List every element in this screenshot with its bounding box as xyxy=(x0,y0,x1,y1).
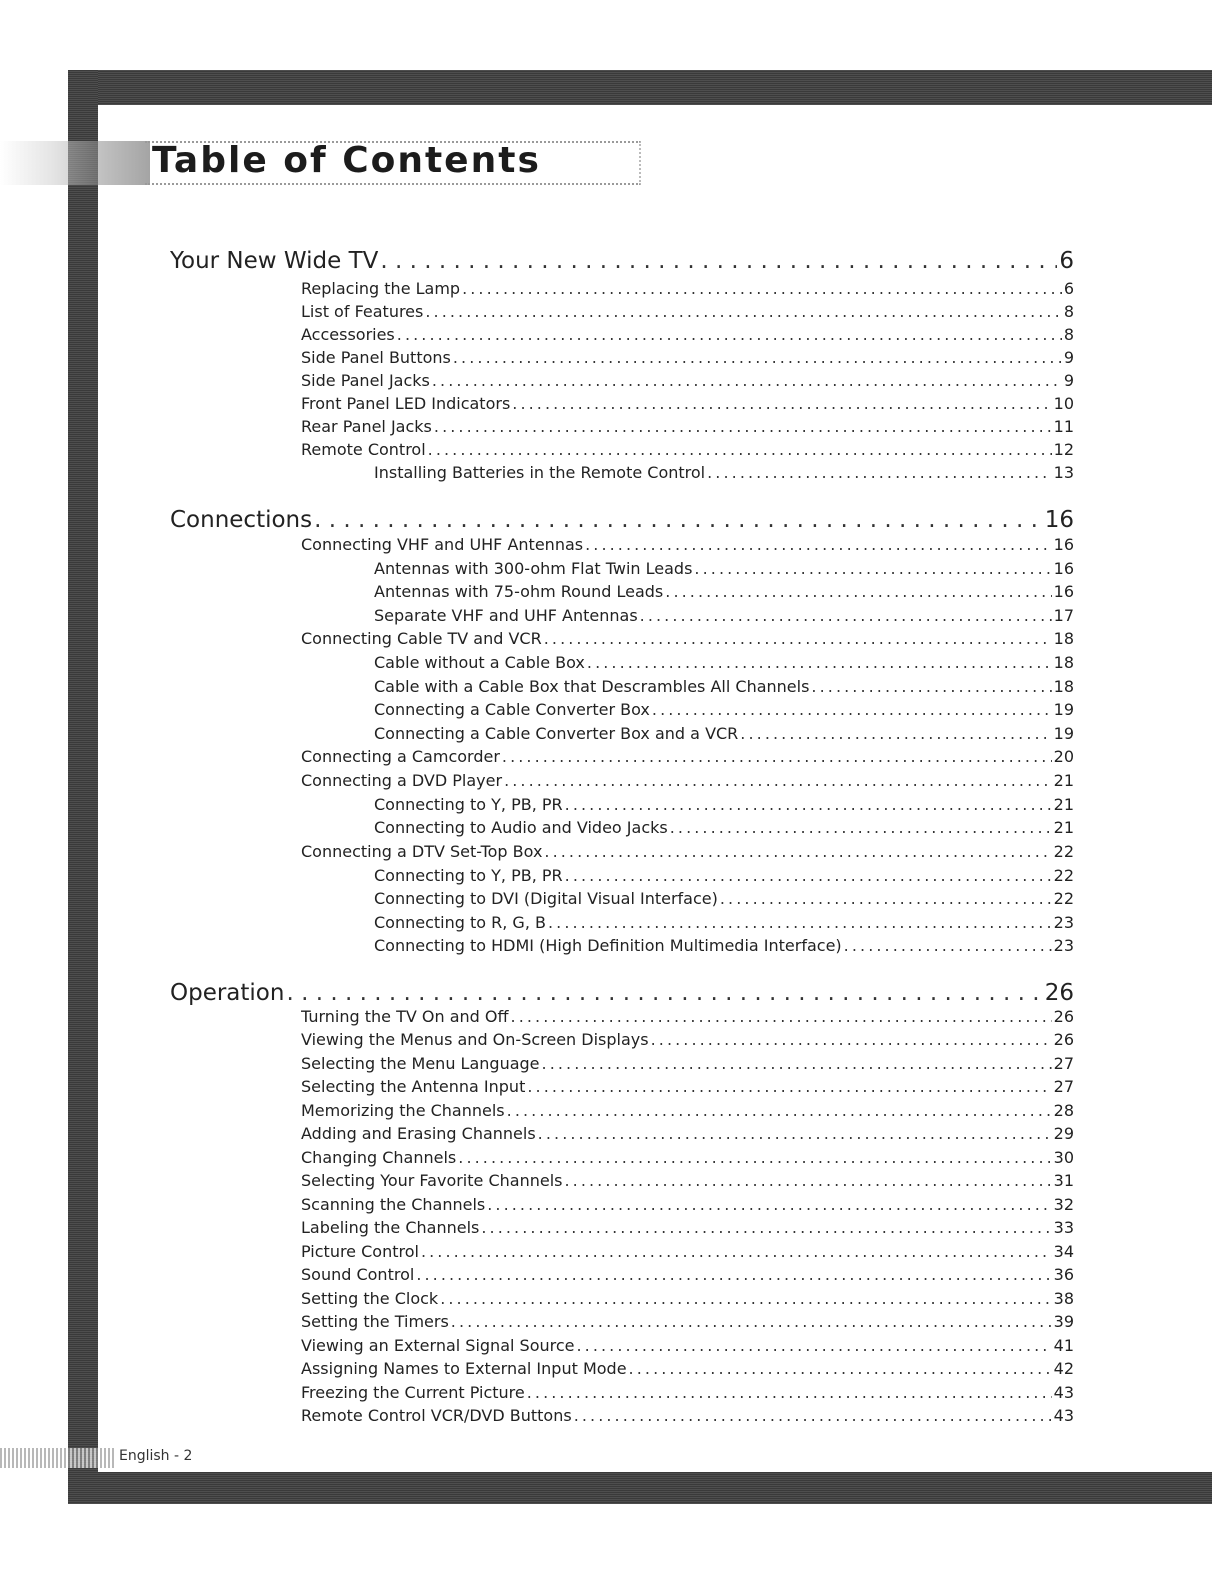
toc-entry[interactable] xyxy=(301,747,1074,766)
toc-leader xyxy=(587,653,1052,672)
toc-entry[interactable] xyxy=(301,1077,1074,1096)
toc-page: 18 xyxy=(1053,629,1074,648)
toc-subentry[interactable] xyxy=(374,463,1074,482)
toc-page: 16 xyxy=(1053,559,1074,578)
toc-label: Labeling the Channels xyxy=(301,1218,480,1237)
toc-page: 20 xyxy=(1053,747,1074,766)
toc-entry[interactable] xyxy=(301,771,1074,790)
toc-label: Remote Control xyxy=(301,440,426,459)
toc-leader xyxy=(564,1171,1051,1190)
toc-page: 23 xyxy=(1053,936,1074,955)
toc-page: 19 xyxy=(1053,700,1074,719)
toc-leader xyxy=(432,371,1062,390)
toc-subentry[interactable] xyxy=(374,582,1074,601)
toc-label: Connecting to Audio and Video Jacks xyxy=(374,818,668,837)
toc-leader xyxy=(665,582,1051,601)
toc-leader xyxy=(538,1124,1052,1143)
toc-leader xyxy=(428,440,1052,459)
toc-leader xyxy=(314,507,1043,533)
toc-leader xyxy=(462,279,1062,298)
toc-label: Connecting VHF and UHF Antennas xyxy=(301,535,584,554)
toc-page: 33 xyxy=(1053,1218,1074,1237)
toc-leader xyxy=(542,1054,1052,1073)
toc-page: 27 xyxy=(1053,1054,1074,1073)
bottom-decorative-bar xyxy=(68,1472,1212,1504)
toc-page: 36 xyxy=(1053,1265,1074,1284)
toc-leader xyxy=(576,1336,1051,1355)
toc-leader xyxy=(380,248,1057,274)
toc-entry[interactable] xyxy=(301,1289,1074,1308)
title-gradient-decoration xyxy=(0,141,150,185)
toc-label: Changing Channels xyxy=(301,1148,457,1167)
toc-label: Connecting to Y, PB, PR xyxy=(374,866,563,885)
toc-entry[interactable] xyxy=(301,440,1074,459)
toc-label: Remote Control VCR/DVD Buttons xyxy=(301,1406,572,1425)
toc-leader xyxy=(487,1195,1051,1214)
toc-leader xyxy=(425,302,1061,321)
toc-page: 43 xyxy=(1053,1383,1074,1402)
toc-page: 21 xyxy=(1053,818,1074,837)
toc-label: Connecting to DVI (Digital Visual Interface) xyxy=(374,889,718,908)
toc-label: Memorizing the Channels xyxy=(301,1101,505,1120)
toc-label: Selecting the Antenna Input xyxy=(301,1077,526,1096)
toc-subentry[interactable] xyxy=(374,559,1074,578)
toc-page: 42 xyxy=(1053,1359,1074,1378)
toc-page: 16 xyxy=(1044,507,1074,533)
left-decorative-bar xyxy=(68,70,98,1504)
toc-page: 9 xyxy=(1063,371,1074,390)
toc-label: Operation xyxy=(170,980,285,1006)
toc-subentry[interactable] xyxy=(374,889,1074,908)
toc-label: Sound Control xyxy=(301,1265,415,1284)
toc-page: 12 xyxy=(1053,440,1074,459)
toc-page: 29 xyxy=(1053,1124,1074,1143)
toc-page: 22 xyxy=(1053,842,1074,861)
toc-subentry[interactable] xyxy=(374,913,1074,932)
toc-entry[interactable] xyxy=(301,1406,1074,1425)
toc-entry[interactable] xyxy=(301,842,1074,861)
toc-entry[interactable] xyxy=(301,1171,1074,1190)
toc-entry[interactable] xyxy=(301,1148,1074,1167)
toc-label: Separate VHF and UHF Antennas xyxy=(374,606,638,625)
toc-leader xyxy=(512,394,1051,413)
toc-leader xyxy=(511,1007,1052,1026)
toc-label: Connecting a DTV Set-Top Box xyxy=(301,842,543,861)
toc-page: 26 xyxy=(1053,1030,1074,1049)
toc-page: 27 xyxy=(1053,1077,1074,1096)
toc-subentry[interactable] xyxy=(374,818,1074,837)
toc-label: Viewing the Menus and On-Screen Displays xyxy=(301,1030,649,1049)
toc-label: Connections xyxy=(170,507,313,533)
toc-page: 23 xyxy=(1053,913,1074,932)
toc-label: Connecting to R, G, B xyxy=(374,913,546,932)
toc-leader xyxy=(548,913,1052,932)
toc-subentry[interactable] xyxy=(374,677,1074,696)
toc-entry[interactable] xyxy=(301,325,1074,344)
toc-leader xyxy=(451,1312,1052,1331)
toc-leader xyxy=(720,889,1052,908)
toc-entry[interactable] xyxy=(301,1312,1074,1331)
toc-page: 17 xyxy=(1053,606,1074,625)
toc-label: Side Panel Jacks xyxy=(301,371,430,390)
toc-page: 18 xyxy=(1053,677,1074,696)
toc-leader xyxy=(481,1218,1051,1237)
toc-leader xyxy=(421,1242,1052,1261)
toc-label: Cable with a Cable Box that Descrambles All Channels xyxy=(374,677,810,696)
toc-page: 16 xyxy=(1053,582,1074,601)
toc-page: 19 xyxy=(1053,724,1074,743)
toc-page: 30 xyxy=(1053,1148,1074,1167)
toc-label: Selecting Your Favorite Channels xyxy=(301,1171,563,1190)
toc-page: 8 xyxy=(1063,325,1074,344)
toc-entry[interactable] xyxy=(301,1218,1074,1237)
toc-label: Cable without a Cable Box xyxy=(374,653,585,672)
toc-entry[interactable] xyxy=(301,1195,1074,1214)
toc-entry[interactable] xyxy=(301,1124,1074,1143)
toc-page: 31 xyxy=(1053,1171,1074,1190)
toc-leader xyxy=(694,559,1051,578)
toc-page: 22 xyxy=(1053,866,1074,885)
toc-label: Connecting a Cable Converter Box and a VCR xyxy=(374,724,739,743)
footer-decoration xyxy=(0,1448,115,1468)
toc-leader xyxy=(434,417,1052,436)
toc-section-operation[interactable] xyxy=(170,980,1074,1006)
toc-page: 38 xyxy=(1053,1289,1074,1308)
toc-subentry[interactable] xyxy=(374,724,1074,743)
toc-label: Viewing an External Signal Source xyxy=(301,1336,575,1355)
toc-page: 18 xyxy=(1053,653,1074,672)
toc-page: 10 xyxy=(1053,394,1074,413)
toc-entry[interactable] xyxy=(301,348,1074,367)
page-title: Table of Contents xyxy=(152,140,541,181)
toc-leader xyxy=(440,1289,1051,1308)
toc-page: 26 xyxy=(1044,980,1074,1006)
toc-entry[interactable] xyxy=(301,279,1074,298)
toc-entry[interactable] xyxy=(301,417,1074,436)
toc-subentry[interactable] xyxy=(374,866,1074,885)
toc-label: Connecting Cable TV and VCR xyxy=(301,629,542,648)
toc-page: 13 xyxy=(1053,463,1074,482)
toc-page: 6 xyxy=(1059,248,1074,274)
toc-leader xyxy=(565,795,1052,814)
toc-entry[interactable] xyxy=(301,1336,1074,1355)
toc-label: Setting the Timers xyxy=(301,1312,449,1331)
toc-subentry[interactable] xyxy=(374,700,1074,719)
toc-page: 43 xyxy=(1053,1406,1074,1425)
toc-leader xyxy=(527,1383,1052,1402)
toc-label: Replacing the Lamp xyxy=(301,279,461,298)
toc-leader xyxy=(651,1030,1052,1049)
toc-leader xyxy=(527,1077,1051,1096)
toc-page: 32 xyxy=(1053,1195,1074,1214)
toc-section-your-new-wide-tv[interactable] xyxy=(170,248,1074,274)
toc-leader xyxy=(502,747,1052,766)
toc-entry[interactable] xyxy=(301,1383,1074,1402)
toc-label: Antennas with 75-ohm Round Leads xyxy=(374,582,664,601)
toc-label: Side Panel Buttons xyxy=(301,348,451,367)
toc-label: Picture Control xyxy=(301,1242,419,1261)
toc-label: List of Features xyxy=(301,302,424,321)
toc-leader xyxy=(544,629,1052,648)
toc-page: 16 xyxy=(1053,535,1074,554)
toc-leader xyxy=(811,677,1051,696)
toc-subentry[interactable] xyxy=(374,653,1074,672)
toc-entry[interactable] xyxy=(301,1359,1074,1378)
toc-label: Rear Panel Jacks xyxy=(301,417,432,436)
toc-page: 21 xyxy=(1053,771,1074,790)
toc-label: Connecting to Y, PB, PR xyxy=(374,795,563,814)
toc-entry[interactable] xyxy=(301,1030,1074,1049)
toc-entry[interactable] xyxy=(301,1054,1074,1073)
toc-page: 6 xyxy=(1063,279,1074,298)
toc-label: Antennas with 300-ohm Flat Twin Leads xyxy=(374,559,693,578)
toc-label: Connecting a DVD Player xyxy=(301,771,503,790)
top-decorative-bar xyxy=(68,70,1212,105)
toc-entry[interactable] xyxy=(301,1265,1074,1284)
toc-page: 39 xyxy=(1053,1312,1074,1331)
toc-page: 34 xyxy=(1053,1242,1074,1261)
toc-label: Installing Batteries in the Remote Control xyxy=(374,463,706,482)
toc-entry[interactable] xyxy=(301,1242,1074,1261)
toc-label: Connecting a Camcorder xyxy=(301,747,500,766)
toc-entry[interactable] xyxy=(301,302,1074,321)
toc-label: Accessories xyxy=(301,325,395,344)
toc-subentry[interactable] xyxy=(374,795,1074,814)
toc-leader xyxy=(844,936,1052,955)
toc-label: Adding and Erasing Channels xyxy=(301,1124,536,1143)
toc-leader xyxy=(629,1359,1052,1378)
toc-page: 28 xyxy=(1053,1101,1074,1120)
toc-label: Front Panel LED Indicators xyxy=(301,394,511,413)
toc-leader xyxy=(707,463,1052,482)
toc-leader xyxy=(585,535,1052,554)
toc-entry[interactable] xyxy=(301,1007,1074,1026)
toc-label: Selecting the Menu Language xyxy=(301,1054,540,1073)
toc-label: Connecting a Cable Converter Box xyxy=(374,700,650,719)
toc-leader xyxy=(670,818,1052,837)
toc-page: 26 xyxy=(1053,1007,1074,1026)
toc-label: Assigning Names to External Input Mode xyxy=(301,1359,627,1378)
toc-entry[interactable] xyxy=(301,535,1074,554)
toc-leader xyxy=(507,1101,1052,1120)
toc-page: 21 xyxy=(1053,795,1074,814)
toc-subentry[interactable] xyxy=(374,606,1074,625)
toc-label: Scanning the Channels xyxy=(301,1195,486,1214)
toc-leader xyxy=(565,866,1052,885)
toc-leader xyxy=(574,1406,1052,1425)
toc-entry[interactable] xyxy=(301,394,1074,413)
toc-leader xyxy=(397,325,1062,344)
toc-leader xyxy=(740,724,1051,743)
toc-page: 11 xyxy=(1053,417,1074,436)
toc-leader xyxy=(544,842,1051,861)
toc-page: 8 xyxy=(1063,302,1074,321)
toc-subentry[interactable] xyxy=(374,936,1074,955)
toc-label: Freezing the Current Picture xyxy=(301,1383,525,1402)
page-number-label: English - 2 xyxy=(119,1448,193,1464)
toc-page: 22 xyxy=(1053,889,1074,908)
toc-label: Your New Wide TV xyxy=(170,248,379,274)
toc-leader xyxy=(453,348,1062,367)
toc-leader xyxy=(458,1148,1051,1167)
toc-label: Turning the TV On and Off xyxy=(301,1007,509,1026)
toc-leader xyxy=(652,700,1052,719)
toc-page: 41 xyxy=(1053,1336,1074,1355)
toc-leader xyxy=(640,606,1052,625)
toc-entry[interactable] xyxy=(301,371,1074,390)
toc-leader xyxy=(504,771,1052,790)
toc-entry[interactable] xyxy=(301,1101,1074,1120)
toc-leader xyxy=(416,1265,1051,1284)
toc-entry[interactable] xyxy=(301,629,1074,648)
toc-label: Connecting to HDMI (High Definition Multimedia Interface) xyxy=(374,936,842,955)
toc-leader xyxy=(286,980,1042,1006)
toc-label: Setting the Clock xyxy=(301,1289,439,1308)
toc-page: 9 xyxy=(1063,348,1074,367)
toc-section-connections[interactable] xyxy=(170,507,1074,533)
